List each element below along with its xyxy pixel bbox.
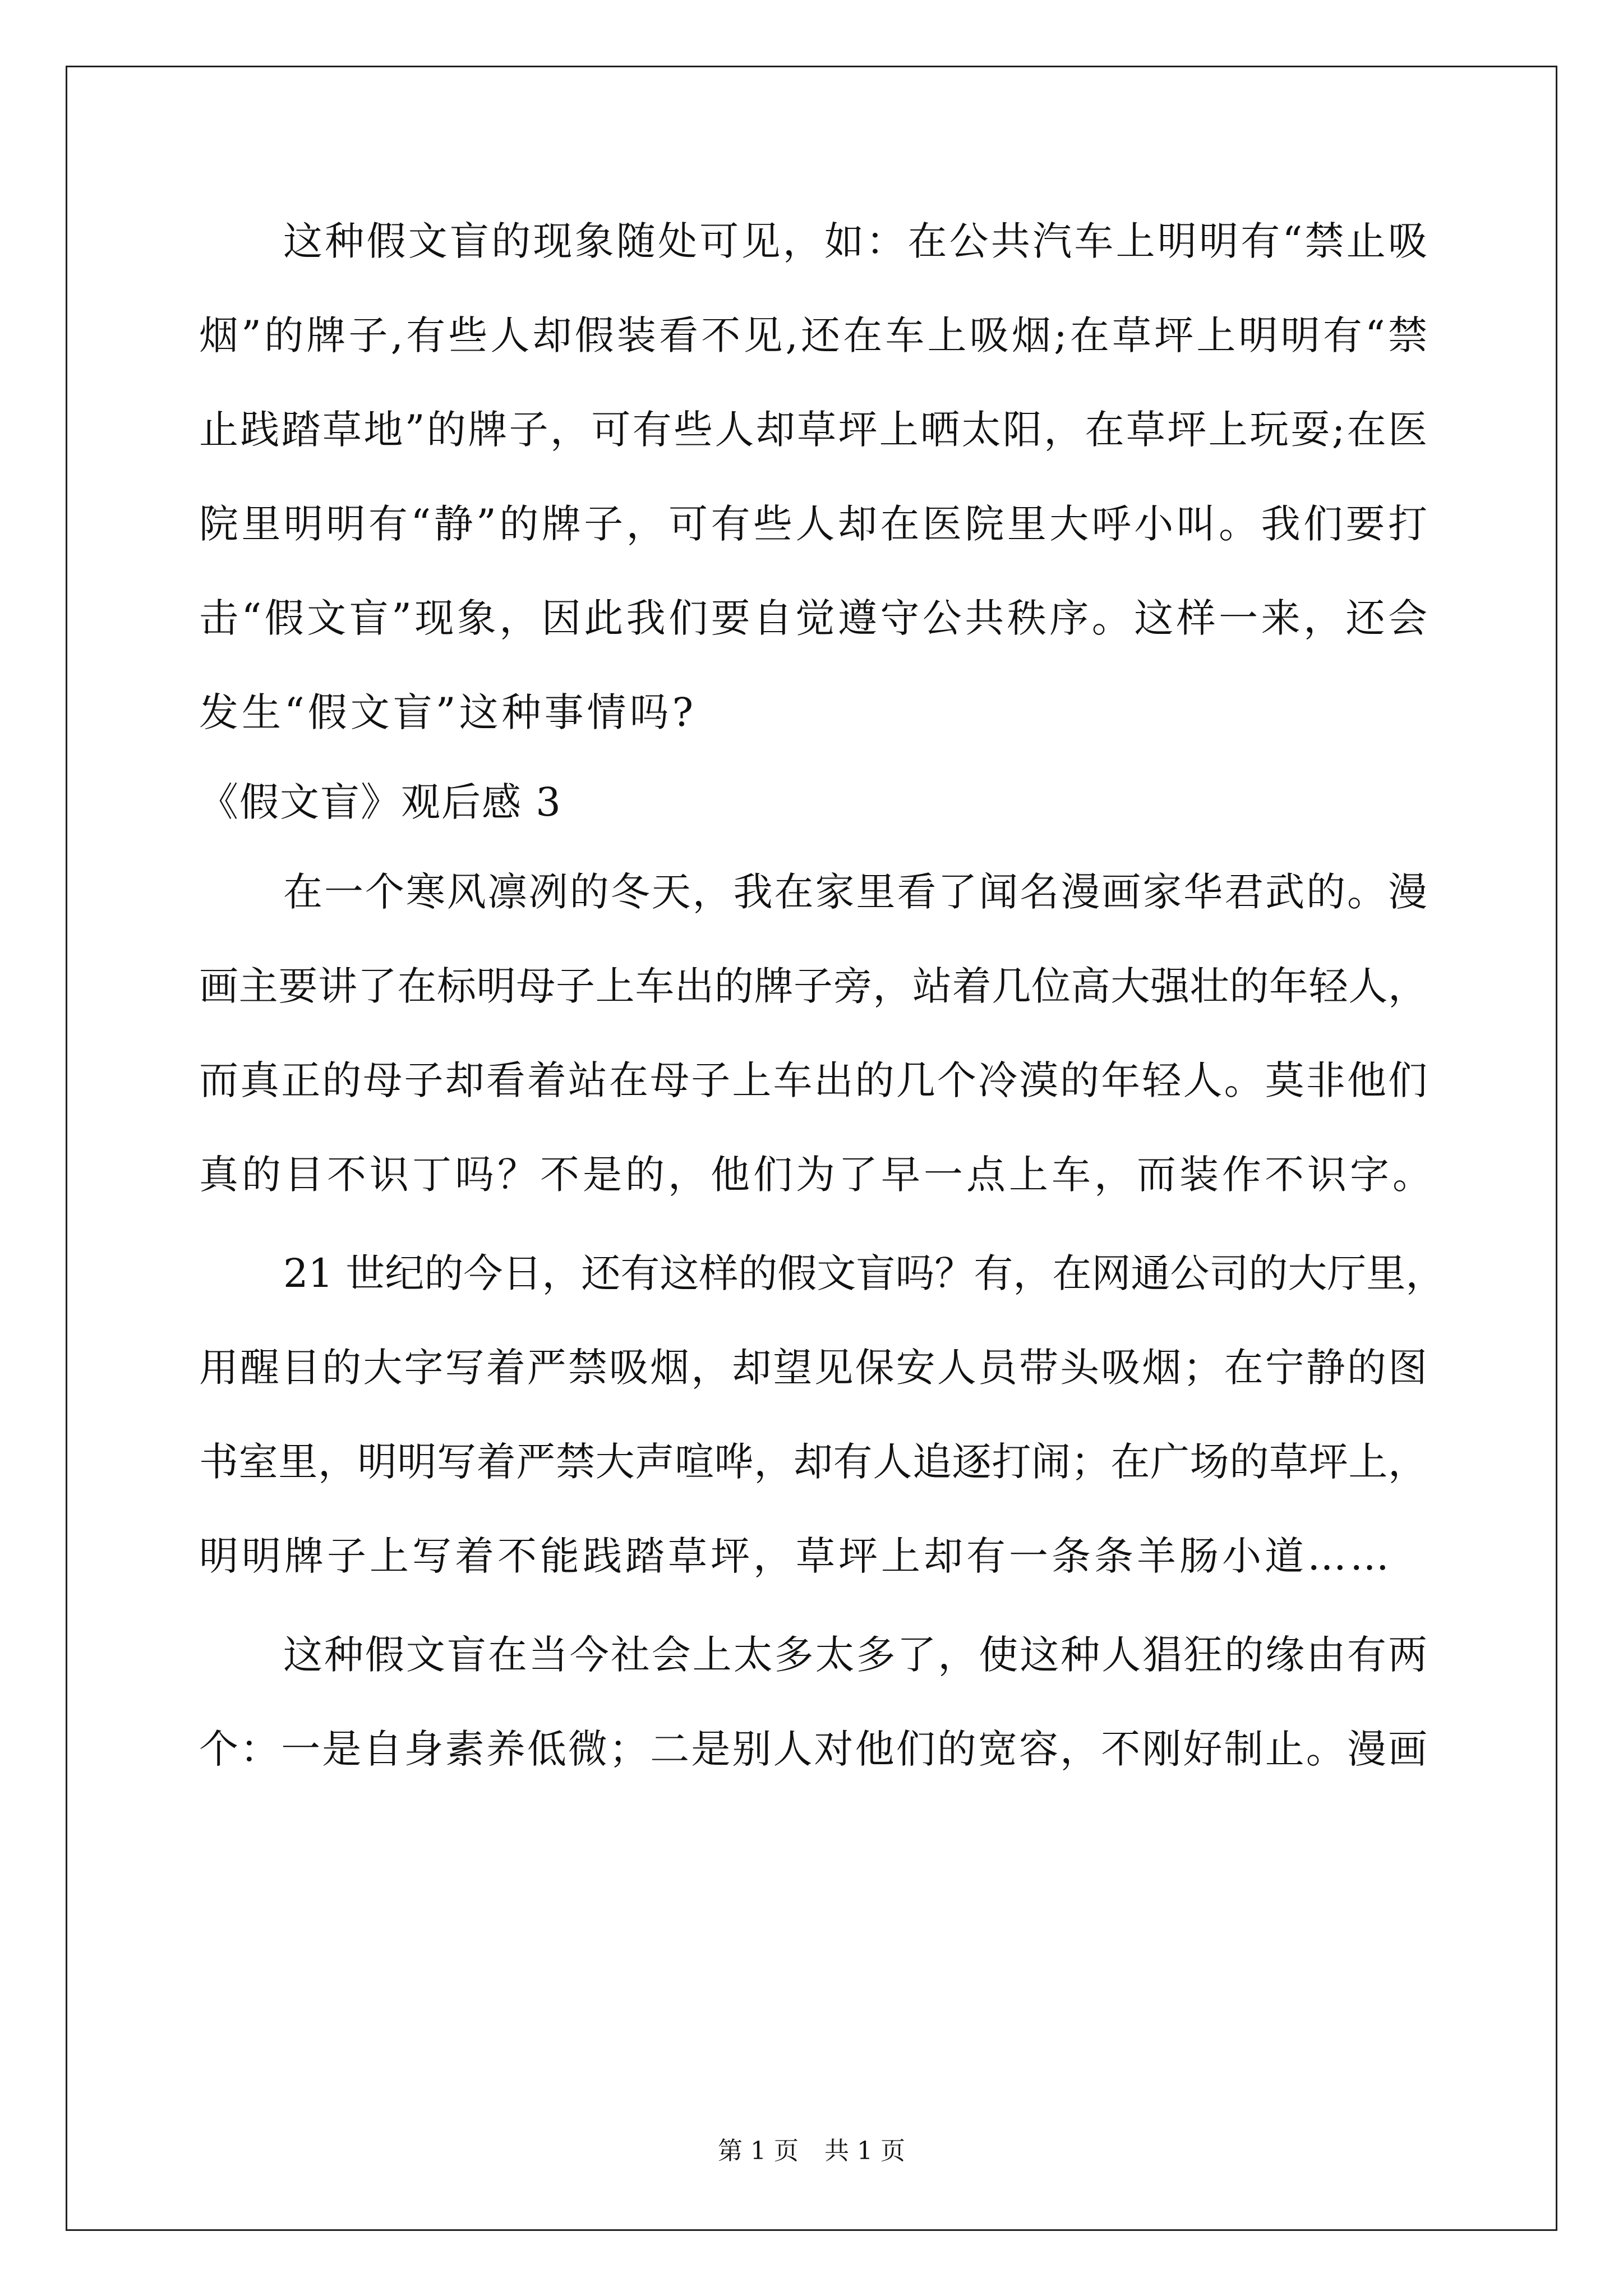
page-total: 共 1 页 xyxy=(824,2137,905,2165)
paragraph-line: 击“假文盲”现象，因此我们要自觉遵守公共秩序。这样一来，还会 xyxy=(199,595,1427,641)
page-number: 第 1 页 xyxy=(718,2137,799,2165)
section-heading: 《假文盲》观后感 3 xyxy=(199,779,562,825)
paragraph-line: 院里明明有“静”的牌子，可有些人却在医院里大呼小叫。我们要打 xyxy=(199,501,1427,547)
paragraph-line: 在一个寒风凛冽的冬天，我在家里看了闻名漫画家华君武的。漫 xyxy=(283,869,1427,915)
paragraph-line: 明明牌子上写着不能践踏草坪，草坪上却有一条条羊肠小道…… xyxy=(199,1533,1393,1579)
paragraph-line: 这种假文盲的现象随处可见，如：在公共汽车上明明有“禁止吸 xyxy=(283,218,1427,264)
paragraph-line: 发生“假文盲”这种事情吗? xyxy=(199,689,697,735)
page-footer xyxy=(0,2134,1623,2168)
paragraph-line: 个：一是自身素养低微；二是别人对他们的宽容，不刚好制止。漫画 xyxy=(199,1726,1427,1772)
paragraph-line: 止践踏草地”的牌子，可有些人却草坪上晒太阳，在草坪上玩耍;在医 xyxy=(199,407,1427,453)
paragraph-line: 而真正的母子却看着站在母子上车出的几个冷漠的年轻人。莫非他们 xyxy=(199,1057,1427,1103)
paragraph-line: 书室里，明明写着严禁大声喧哗，却有人追逐打闹；在广场的草坪上， xyxy=(199,1439,1427,1485)
paragraph-line: 画主要讲了在标明母子上车出的牌子旁，站着几位高大强壮的年轻人， xyxy=(199,963,1427,1009)
paragraph-line: 真的目不识丁吗？不是的，他们为了早一点上车，而装作不识字。 xyxy=(199,1152,1435,1198)
paragraph-line: 21 世纪的今日，还有这样的假文盲吗？有，在网通公司的大厅里， xyxy=(283,1250,1445,1296)
paragraph-line: 这种假文盲在当今社会上太多太多了，使这种人猖狂的缘由有两 xyxy=(283,1632,1427,1678)
paragraph-line: 用醒目的大字写着严禁吸烟，却望见保安人员带头吸烟；在宁静的图 xyxy=(199,1345,1427,1391)
paragraph-line: 烟”的牌子,有些人却假装看不见,还在车上吸烟;在草坪上明明有“禁 xyxy=(199,312,1427,358)
